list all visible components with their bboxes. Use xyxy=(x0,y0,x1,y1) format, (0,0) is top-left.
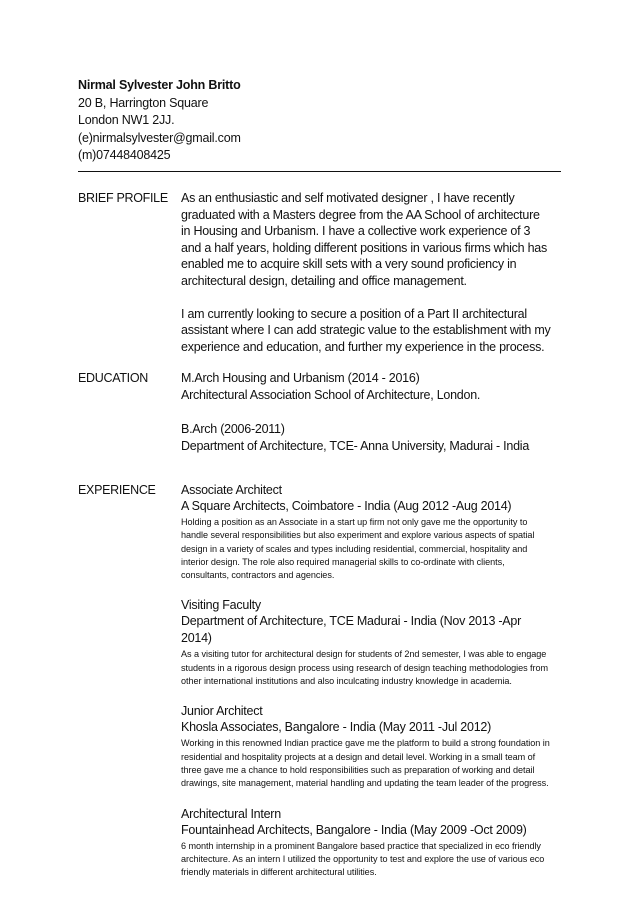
job-organization: Khosla Associates, Bangalore - India (May 2011 -Jul 2012) xyxy=(181,720,492,735)
experience-content xyxy=(181,482,551,879)
experience-item xyxy=(181,597,551,688)
job-description: As a visiting tutor for architectural design for students of 2nd semester, I was able to engage students in a rigorous design process using research of design teaching methodologies from other international institutions and also inculcating industry knowledge in academia. xyxy=(181,649,549,687)
header-divider xyxy=(78,171,561,172)
profile-paragraph: I am currently looking to secure a position of a Part II architectural assistant where I can add strategic value to the establishment with my experience and education, and further my experience in the process. xyxy=(181,306,551,354)
job-organization: A Square Architects, Coimbatore - India (Aug 2012 -Aug 2014) xyxy=(181,499,512,513)
degree-text: B.Arch (2006-2011) xyxy=(181,422,285,436)
degree-text: M.Arch Housing and Urbanism (2014 - 2016) xyxy=(181,371,420,385)
job-organization: Fountainhead Architects, Bangalore - India (May 2009 -Oct 2009) xyxy=(181,822,527,837)
job-description: Working in this renowned Indian practice gave me the platform to build a strong foundation in residential and hospitality projects at a design and detail level. Working in a small team of three gave me a chance to hold responsibilities such as preparation of working and detail drawings, site management, material handling and updating the team leader of the progress. xyxy=(181,738,550,789)
experience-item xyxy=(181,482,551,582)
profile-content xyxy=(181,190,551,355)
education-item xyxy=(181,370,551,404)
job-title: Visiting Faculty xyxy=(181,598,261,613)
email-text: (e)nirmalsylvester@gmail.com xyxy=(78,130,241,145)
job-organization: Department of Architecture, TCE Madurai - India (Nov 2013 -Apr 2014) xyxy=(181,614,521,646)
candidate-name: Nirmal Sylvester John Britto xyxy=(78,78,241,92)
job-title: Junior Architect xyxy=(181,704,263,719)
job-description: Holding a position as an Associate in a start up firm not only gave me the opportunity to handle several responsibilities but also experiment and explore various aspects of spatial design in a variety of scales and types including residential, commercial, hospitality and interior design. The role also required managerial skills to co-ordinate with clients, consultants, contractors and agencies. xyxy=(181,517,535,581)
experience-item xyxy=(181,703,551,790)
job-title: Architectural Intern xyxy=(181,806,281,821)
education-content xyxy=(181,370,551,455)
profile-paragraph: As an enthusiastic and self motivated designer , I have recently graduated with a Masters degree from the AA School of architecture in Housing and Urbanism. I have a collective work experience of 3 and a half years, holding different positions in various firms which has enabled me to acquire skill sets with a very sound proficiency in architectural design, detailing and office management. xyxy=(181,191,548,288)
education-item xyxy=(181,421,551,455)
address-line-1: 20 B, Harrington Square xyxy=(78,95,209,110)
institution-text: Department of Architecture, TCE- Anna University, Madurai - India xyxy=(181,439,530,453)
job-title: Associate Architect xyxy=(181,483,282,497)
experience-item xyxy=(181,806,551,880)
job-description: 6 month internship in a prominent Bangalore based practice that specialized in eco friendly architecture. As an intern I utilized the opportunity to test and explore the use of various eco friendly materials in different architectural utilities. xyxy=(181,840,545,878)
section-label-education: EDUCATION xyxy=(78,371,148,385)
section-label-experience: EXPERIENCE xyxy=(78,483,156,497)
contact-header xyxy=(78,77,558,165)
mobile-text: (m)07448408425 xyxy=(78,148,171,162)
address-line-2: London NW1 2JJ. xyxy=(78,113,175,127)
section-label-profile: BRIEF PROFILE xyxy=(78,191,168,205)
institution-text: Architectural Association School of Architecture, London. xyxy=(181,388,481,402)
